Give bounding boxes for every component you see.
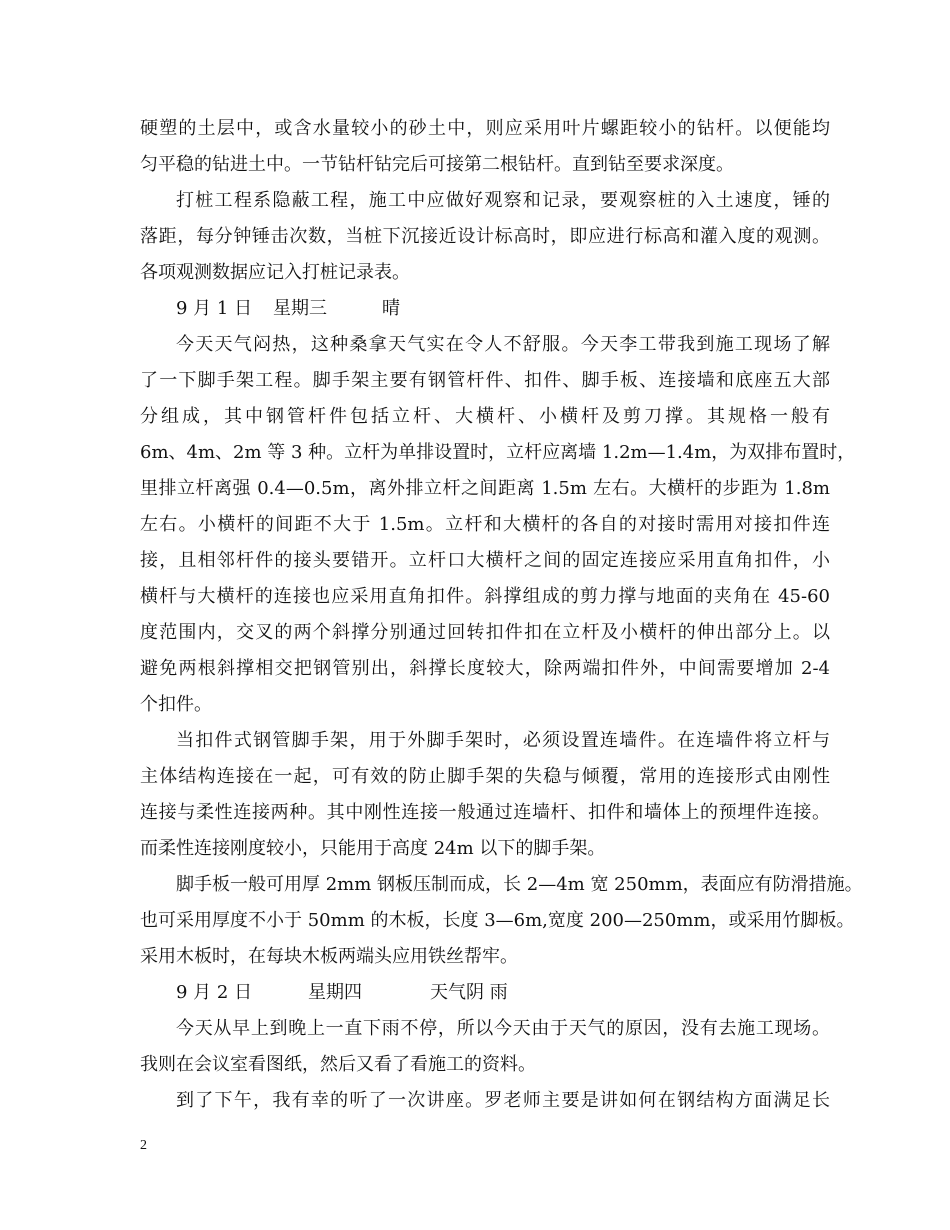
text-line: 今天天气闷热，这种桑拿天气实在令人不舒服。今天李工带我到施工现场了解 [176, 334, 830, 355]
text-line: 避免两根斜撑相交把钢管别出，斜撑长度较大，除两端扣件外，中间需要增加 2-4 [140, 658, 830, 679]
text-line: 当扣件式钢管脚手架，用于外脚手架时，必须设置连墙件。在连墙件将立杆与 [176, 730, 830, 751]
text-line: 脚手板一般可用厚 2mm 钢板压制而成，长 2—4m 宽 250mm，表面应有防滑措施。 [176, 874, 863, 895]
text-line: 横杆与大横杆的连接也应采用直角扣件。斜撑组成的剪力撑与地面的夹角在 45-60 [140, 586, 830, 607]
text-line: 各项观测数据应记入打桩记录表。 [140, 262, 410, 283]
text-line: 里排立杆离强 0.4—0.5m，离外排立杆之间距离 1.5m 左右。大横杆的步距为 1.8m [140, 478, 830, 499]
text-line: 了一下脚手架工程。脚手架主要有钢管杆件、扣件、脚手板、连接墙和底座五大部 [140, 370, 830, 391]
text-line: 分组成，其中钢管杆件包括立杆、大横杆、小横杆及剪刀撑。其规格一般有 [140, 406, 830, 427]
text-line: 打桩工程系隐蔽工程，施工中应做好观察和记录，要观察桩的入土速度，锤的 [176, 190, 830, 211]
text-line: 匀平稳的钻进土中。一节钻杆钻完后可接第二根钻杆。直到钻至要求深度。 [140, 154, 734, 175]
text-line: 个扣件。 [140, 694, 212, 715]
text-line: 6m、4m、2m 等 3 种。立杆为单排设置时，立杆应离墙 1.2m—1.4m，为双排布置时， [140, 442, 856, 463]
text-line: 采用木板时，在每块木板两端头应用铁丝帮牢。 [140, 946, 518, 967]
diary-weather: 晴 [382, 298, 400, 319]
text-line: 而柔性连接刚度较小，只能用于高度 24m 以下的脚手架。 [140, 838, 606, 859]
text-line: 到了下午，我有幸的听了一次讲座。罗老师主要是讲如何在钢结构方面满足长 [176, 1090, 830, 1111]
text-line: 主体结构连接在一起，可有效的防止脚手架的失稳与倾覆，常用的连接形式由刚性 [140, 766, 830, 787]
diary-date: 9 月 1 日 [176, 298, 253, 319]
text-line: 我则在会议室看图纸，然后又看了看施工的资料。 [140, 1054, 536, 1075]
page-number: 2 [140, 1138, 147, 1153]
diary-date: 9 月 2 日 [176, 982, 253, 1003]
diary-weather: 天气阴 雨 [430, 982, 508, 1003]
text-line: 也可采用厚度不小于 50mm 的木板，长度 3—6m,宽度 200—250mm，或采用竹脚板。 [140, 910, 855, 931]
text-line: 落距，每分钟锤击次数，当桩下沉接近设计标高时，即应进行标高和灌入度的观测。 [140, 226, 830, 247]
text-line: 硬塑的土层中，或含水量较小的砂土中，则应采用叶片螺距较小的钻杆。以便能均 [140, 118, 830, 139]
text-line: 度范围内，交叉的两个斜撑分别通过回转扣件扣在立杆及小横杆的伸出部分上。以 [140, 622, 830, 643]
text-line: 今天从早上到晚上一直下雨不停，所以今天由于天气的原因，没有去施工现场。 [176, 1018, 830, 1039]
diary-weekday: 星期三 [273, 298, 327, 319]
text-line: 连接与柔性连接两种。其中刚性连接一般通过连墙杆、扣件和墙体上的预埋件连接。 [140, 802, 830, 823]
text-line: 接，且相邻杆件的接头要错开。立杆口大横杆之间的固定连接应采用直角扣件，小 [140, 550, 830, 571]
text-line: 左右。小横杆的间距不大于 1.5m。立杆和大横杆的各自的对接时需用对接扣件连 [140, 514, 830, 535]
diary-weekday: 星期四 [308, 982, 362, 1003]
